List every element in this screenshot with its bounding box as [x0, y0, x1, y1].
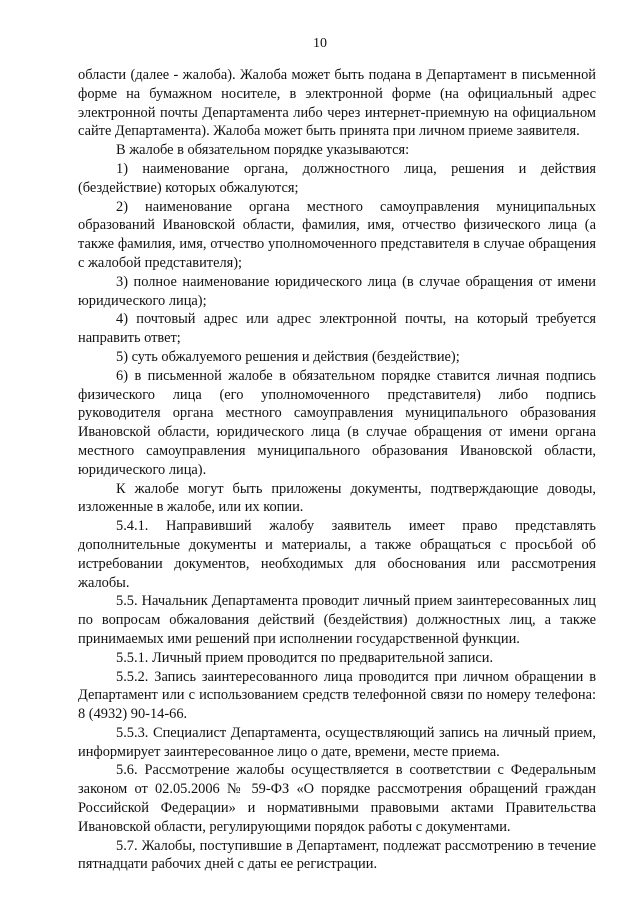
list-item-3: 3) полное наименование юридического лица (в случае обращения от имени юридического лица); — [78, 273, 596, 309]
section-5-5-3: 5.5.3. Специалист Департамента, осуществляющий запись на личный прием, информирует заинтересованное лицо о дате, времени, месте приема. — [78, 724, 596, 760]
paragraph-required-items-intro: В жалобе в обязательном порядке указываются: — [116, 142, 410, 159]
document-body — [78, 66, 596, 874]
section-5-6: 5.6. Рассмотрение жалобы осуществляется в соответствии с Федеральным законом от 02.05.2006 № 59-ФЗ «О порядке рассмотрения обращений граждан Российской Федерации» и нормативными правовыми актами Правительства Ивановской области, регулирующими порядок работы с документами. — [78, 762, 596, 835]
section-5-4-1: 5.4.1. Направивший жалобу заявитель имеет право представлять дополнительные документы и материалы, а также обращаться с просьбой об истребовании документов, необходимых для обоснования или рассмотрения жалобы. — [78, 518, 596, 591]
paragraph-attachments: К жалобе могут быть приложены документы, подтверждающие доводы, изложенные в жалобе, или их копии. — [78, 480, 596, 516]
page-number: 10 — [313, 36, 327, 51]
list-item-5: 5) суть обжалуемого решения и действия (бездействие); — [116, 348, 460, 365]
list-item-6: 6) в письменной жалобе в обязательном порядке ставится личная подпись физического лица (его уполномоченного представителя) либо подпись руководителя органа местного самоуправления муниципального образования Ивановской области, юридического лица (в случае обращения от имени органа местного самоуправления муниципального образования Ивановской области, юридического лица). — [78, 367, 596, 478]
paragraph-complaint-submission: области (далее - жалоба). Жалоба может быть подана в Департамент в письменной форме на бумажном носителе, в электронной форме (на официальный адрес электронной почты Департамента либо через интернет-приемную на официальном сайте Департамента). Жалоба может быть принята при личном приеме заявителя. — [78, 67, 596, 140]
section-5-5: 5.5. Начальник Департамента проводит личный прием заинтересованных лиц по вопросам обжалования действий (бездействия) должностных лиц, а также принимаемых ими решений при исполнении государственной функции. — [78, 593, 596, 647]
section-5-5-2: 5.5.2. Запись заинтересованного лица проводится при личном обращении в Департамент или с использованием средств телефонной связи по номеру телефона: 8 (4932) 90-14-66. — [78, 668, 596, 723]
list-item-4: 4) почтовый адрес или адрес электронной почты, на который требуется направить ответ; — [78, 311, 596, 347]
section-5-5-1: 5.5.1. Личный прием проводится по предварительной записи. — [116, 649, 494, 666]
section-5-7: 5.7. Жалобы, поступившие в Департамент, подлежат рассмотрению в течение пятнадцати рабочих дней с даты ее регистрации. — [78, 837, 596, 873]
list-item-1: 1) наименование органа, должностного лица, решения и действия (бездействие) которых обжалуются; — [78, 160, 596, 196]
list-item-2: 2) наименование органа местного самоуправления муниципальных образований Ивановской области, фамилия, имя, отчество физического лица (а также фамилия, имя, отчество уполномоченного представителя в случае обращения с жалобой представителя); — [78, 198, 596, 271]
